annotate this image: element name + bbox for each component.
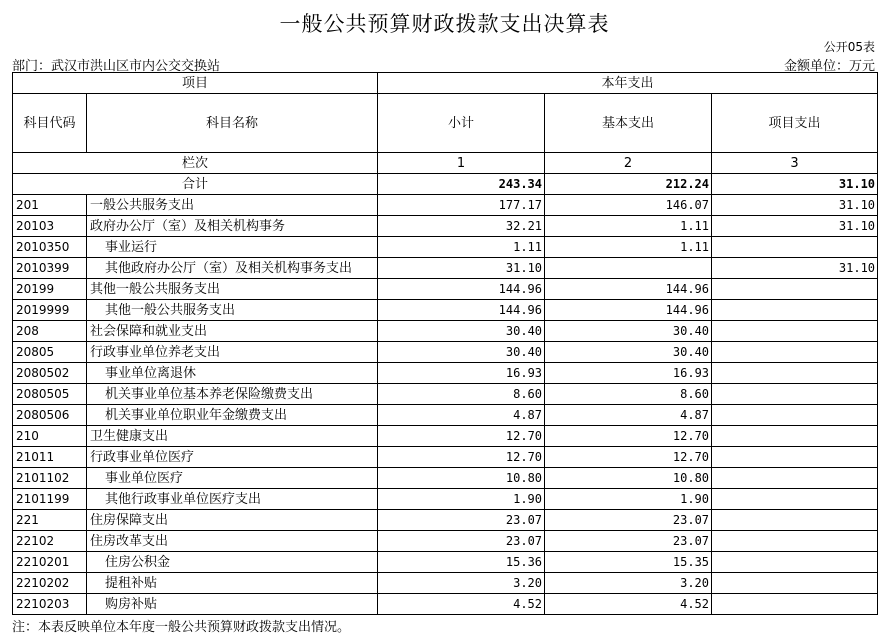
- row-code: 2210201: [13, 552, 87, 573]
- row-subtotal: 144.96: [378, 279, 545, 300]
- row-project: [712, 573, 878, 594]
- row-basic: 4.52: [545, 594, 712, 615]
- row-code: 21011: [13, 447, 87, 468]
- column-index-2: 2: [545, 153, 712, 174]
- row-basic: 146.07: [545, 195, 712, 216]
- row-name: 其他一般公共服务支出: [87, 300, 378, 321]
- header-item: 项目: [13, 73, 378, 94]
- row-code: 2080502: [13, 363, 87, 384]
- row-code: 201: [13, 195, 87, 216]
- header-code: 科目代码: [13, 94, 87, 153]
- header-project: 项目支出: [712, 94, 878, 153]
- header-current-year: 本年支出: [378, 73, 878, 94]
- row-name: 行政事业单位养老支出: [87, 342, 378, 363]
- table-row: [13, 531, 878, 552]
- row-project: [712, 384, 878, 405]
- row-project: [712, 342, 878, 363]
- row-basic: 30.40: [545, 342, 712, 363]
- row-subtotal: 4.52: [378, 594, 545, 615]
- row-code: 2210203: [13, 594, 87, 615]
- row-basic: 3.20: [545, 573, 712, 594]
- row-subtotal: 1.11: [378, 237, 545, 258]
- unit-label: 金额单位：万元: [783, 59, 875, 74]
- row-subtotal: 31.10: [378, 258, 545, 279]
- row-name: 机关事业单位基本养老保险缴费支出: [87, 384, 378, 405]
- row-basic: 10.80: [545, 468, 712, 489]
- row-basic: 144.96: [545, 300, 712, 321]
- row-basic: 12.70: [545, 447, 712, 468]
- table-row: [13, 447, 878, 468]
- table-row: [13, 195, 878, 216]
- row-name: 事业运行: [87, 237, 378, 258]
- total-label: 合计: [13, 174, 378, 195]
- row-code: 2101199: [13, 489, 87, 510]
- row-project: [712, 300, 878, 321]
- header-name: 科目名称: [87, 94, 378, 153]
- header-basic: 基本支出: [545, 94, 712, 153]
- header-subtotal: 小计: [378, 94, 545, 153]
- row-project: [712, 468, 878, 489]
- row-project: 31.10: [712, 216, 878, 237]
- row-project: 31.10: [712, 195, 878, 216]
- total-row: [13, 174, 878, 195]
- row-name: 事业单位离退休: [87, 363, 378, 384]
- row-name: 购房补贴: [87, 594, 378, 615]
- row-subtotal: 12.70: [378, 426, 545, 447]
- row-code: 20103: [13, 216, 87, 237]
- row-code: 2210202: [13, 573, 87, 594]
- row-subtotal: 10.80: [378, 468, 545, 489]
- row-name: 一般公共服务支出: [87, 195, 378, 216]
- table-row: [13, 510, 878, 531]
- row-name: 住房公积金: [87, 552, 378, 573]
- row-subtotal: 32.21: [378, 216, 545, 237]
- row-code: 221: [13, 510, 87, 531]
- row-name: 提租补贴: [87, 573, 378, 594]
- table-row: [13, 384, 878, 405]
- row-basic: 8.60: [545, 384, 712, 405]
- row-subtotal: 3.20: [378, 573, 545, 594]
- row-code: 2010399: [13, 258, 87, 279]
- row-basic: 23.07: [545, 531, 712, 552]
- row-basic: 12.70: [545, 426, 712, 447]
- row-name: 卫生健康支出: [87, 426, 378, 447]
- row-code: 2080506: [13, 405, 87, 426]
- table-row: [13, 573, 878, 594]
- total-subtotal: 243.34: [378, 174, 545, 195]
- total-basic: 212.24: [545, 174, 712, 195]
- table-row: [13, 594, 878, 615]
- row-project: [712, 279, 878, 300]
- row-subtotal: 4.87: [378, 405, 545, 426]
- row-project: [712, 552, 878, 573]
- column-index-label: 栏次: [13, 153, 378, 174]
- row-name: 行政事业单位医疗: [87, 447, 378, 468]
- report-title: 一般公共预算财政拨款支出决算表: [279, 12, 610, 36]
- row-name: 其他一般公共服务支出: [87, 279, 378, 300]
- header-row-1: [13, 73, 878, 94]
- table-row: [13, 489, 878, 510]
- row-subtotal: 1.90: [378, 489, 545, 510]
- row-basic: 144.96: [545, 279, 712, 300]
- row-name: 住房改革支出: [87, 531, 378, 552]
- row-name: 社会保障和就业支出: [87, 321, 378, 342]
- row-subtotal: 15.36: [378, 552, 545, 573]
- table-row: [13, 321, 878, 342]
- column-index-row: [13, 153, 878, 174]
- row-subtotal: 30.40: [378, 342, 545, 363]
- row-code: 2010350: [13, 237, 87, 258]
- row-basic: 15.35: [545, 552, 712, 573]
- row-basic: 4.87: [545, 405, 712, 426]
- row-project: [712, 447, 878, 468]
- row-project: [712, 363, 878, 384]
- row-project: 31.10: [712, 258, 878, 279]
- row-project: [712, 405, 878, 426]
- row-project: [712, 594, 878, 615]
- row-subtotal: 16.93: [378, 363, 545, 384]
- row-name: 其他政府办公厅（室）及相关机构事务支出: [87, 258, 378, 279]
- row-project: [712, 531, 878, 552]
- footnote: 注：本表反映单位本年度一般公共预算财政拨款支出情况。: [12, 620, 351, 635]
- row-code: 20199: [13, 279, 87, 300]
- row-basic: 23.07: [545, 510, 712, 531]
- row-name: 事业单位医疗: [87, 468, 378, 489]
- row-basic: 1.11: [545, 237, 712, 258]
- form-number: 公开05表: [823, 40, 875, 54]
- row-code: 2101102: [13, 468, 87, 489]
- row-basic: 1.11: [545, 216, 712, 237]
- row-basic: 30.40: [545, 321, 712, 342]
- row-code: 2019999: [13, 300, 87, 321]
- expenditure-table: [12, 72, 878, 615]
- row-basic: 16.93: [545, 363, 712, 384]
- table-row: [13, 426, 878, 447]
- row-subtotal: 177.17: [378, 195, 545, 216]
- row-code: 208: [13, 321, 87, 342]
- table-row: [13, 468, 878, 489]
- row-code: 2080505: [13, 384, 87, 405]
- table-row: [13, 237, 878, 258]
- total-project: 31.10: [712, 174, 878, 195]
- header-row-2: [13, 94, 878, 153]
- row-subtotal: 144.96: [378, 300, 545, 321]
- department-label: 部门：武汉市洪山区市内公交交换站: [12, 59, 221, 74]
- column-index-1: 1: [378, 153, 545, 174]
- table-row: [13, 279, 878, 300]
- row-subtotal: 30.40: [378, 321, 545, 342]
- row-project: [712, 510, 878, 531]
- row-name: 其他行政事业单位医疗支出: [87, 489, 378, 510]
- row-code: 210: [13, 426, 87, 447]
- row-project: [712, 237, 878, 258]
- table-row: [13, 552, 878, 573]
- row-name: 机关事业单位职业年金缴费支出: [87, 405, 378, 426]
- row-code: 22102: [13, 531, 87, 552]
- row-subtotal: 12.70: [378, 447, 545, 468]
- row-subtotal: 8.60: [378, 384, 545, 405]
- table-row: [13, 258, 878, 279]
- row-subtotal: 23.07: [378, 510, 545, 531]
- row-project: [712, 321, 878, 342]
- row-basic: 1.90: [545, 489, 712, 510]
- row-name: 住房保障支出: [87, 510, 378, 531]
- table-row: [13, 405, 878, 426]
- table-row: [13, 216, 878, 237]
- row-project: [712, 489, 878, 510]
- table-row: [13, 363, 878, 384]
- row-project: [712, 426, 878, 447]
- row-code: 20805: [13, 342, 87, 363]
- row-name: 政府办公厅（室）及相关机构事务: [87, 216, 378, 237]
- row-subtotal: 23.07: [378, 531, 545, 552]
- column-index-3: 3: [712, 153, 878, 174]
- table-row: [13, 342, 878, 363]
- row-basic: [545, 258, 712, 279]
- table-row: [13, 300, 878, 321]
